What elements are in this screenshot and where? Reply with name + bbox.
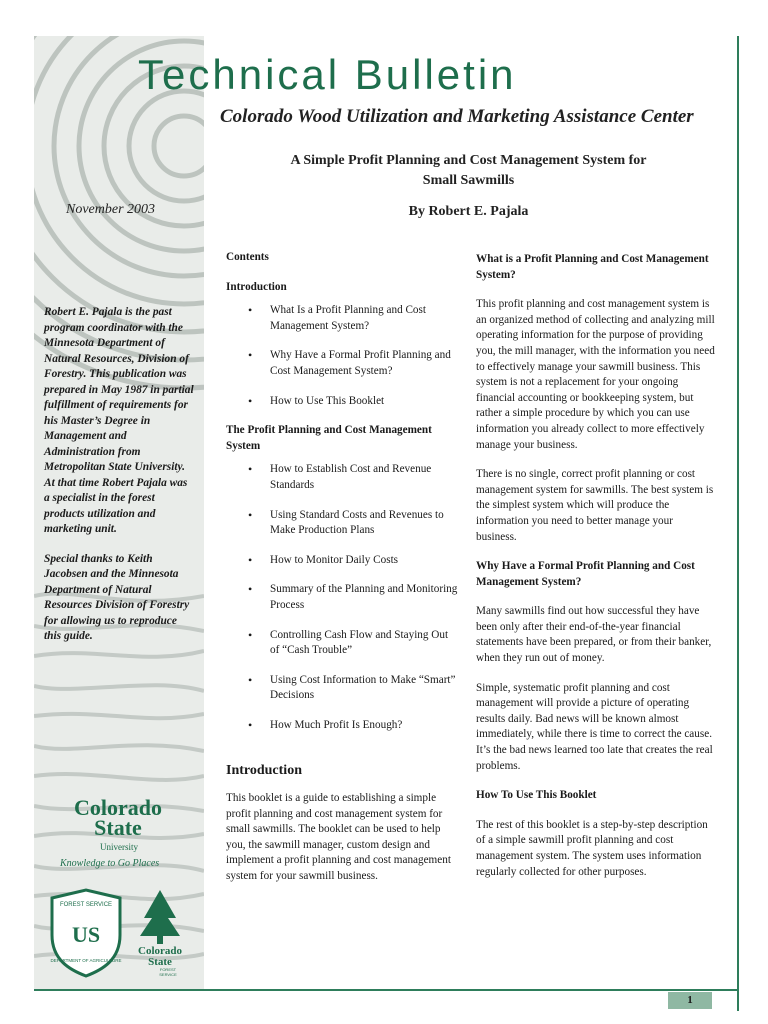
csfs-line1: Colorado (138, 945, 182, 957)
toc-section-system: The Profit Planning and Cost Management System (226, 424, 432, 452)
author-bio: Robert E. Pajala is the past program coordinator with the Minnesota Department of Natural Resources, Division of Forestry. This publication was prepared in May 1987 in partial fulfillment of requirements for his Master’s Degree in Management and Administration from Metropolitan State University. At that time Robert Pajala was a specialist in the forest products utilization and marketing unit. (44, 306, 194, 535)
paragraph: There is no single, correct profit planning or cost management system for sawmills. The best system is the simplest system which will produce the information you need to better manage your business. (476, 468, 714, 543)
paragraph: Simple, systematic profit planning and cost management will provide a picture of operating results daily. Bad news will be known almost immediately, while there is time to correct the cause. It’s the bad news learned too late that creates the real problems. (476, 681, 713, 772)
contents-column (226, 250, 460, 885)
page-number: 1 (668, 992, 712, 1009)
toc-item: • Controlling Cash Flow and Staying Out of “Cash Trouble” (248, 628, 460, 659)
document-title-line1: A Simple Profit Planning and Cost Management System for (290, 153, 647, 168)
introduction-text: This booklet is a guide to establishing a simple profit planning and cost management system for small sawmills. The booklet can be used to help you, the sawmill manager, custom design and implement a profit planning and cost management system for your sawmill business. (226, 792, 451, 883)
section-heading-why: Why Have a Formal Profit Planning and Cost Management System? (476, 560, 695, 588)
csfs-tree-icon (138, 890, 183, 977)
csfs-line3: FOREST (159, 967, 177, 972)
paragraph: The rest of this booklet is a step-by-step description of a simple sawmill profit planning and cost management system. The system uses information regularly collected for other purposes. (476, 818, 708, 878)
toc-item: • How to Monitor Daily Costs (248, 553, 460, 569)
toc-list-introduction (226, 303, 460, 409)
csu-logo-line1: Colorado (74, 795, 162, 820)
csfs-line4: SERVICE (159, 972, 177, 977)
csu-logo (58, 795, 178, 840)
usfs-bottom-text: DEPARTMENT OF AGRICULTURE (50, 958, 122, 963)
toc-item: • What Is a Profit Planning and Cost Management System? (248, 303, 460, 334)
csu-tagline: Knowledge to Go Places (60, 858, 160, 869)
author-note (44, 305, 194, 659)
section-heading-what: What is a Profit Planning and Cost Management System? (476, 253, 709, 281)
document-title (226, 151, 711, 191)
usfs-shield-icon (51, 890, 122, 976)
publication-date: November 2003 (66, 202, 156, 217)
toc-list-system (226, 462, 460, 733)
author-byline: By Robert E. Pajala (408, 204, 529, 219)
csu-logo-line2: State (94, 815, 142, 840)
bottom-horizontal-rule (34, 989, 739, 991)
toc-item: • Summary of the Planning and Monitoring Process (248, 582, 460, 613)
toc-item: • How to Use This Booklet (248, 394, 460, 410)
usfs-top-text: FOREST SERVICE (59, 902, 113, 908)
toc-item: • Using Cost Information to Make “Smart” Decisions (248, 673, 460, 704)
right-vertical-rule (737, 36, 739, 1011)
paragraph: Many sawmills find out how successful they have been only after their end-of-the-year financial statements have been prepared, or from their banker, when they run out of money. (476, 605, 712, 665)
toc-item: • How Much Profit Is Enough? (248, 718, 460, 734)
toc-item: • How to Establish Cost and Revenue Standards (248, 462, 460, 493)
paragraph: This profit planning and cost management system is an organized method of collecting and analyzing mill operating information for the purpose of providing you, the mill manager, with the information you need to effectively manage your sawmill business. This system is not a replacement for your ongoing financial accounting or bookkeeping system, but rather a simple procedure by which you can use information you already collect to more effectively manage your business. (476, 298, 715, 451)
bulletin-subtitle: Colorado Wood Utilization and Marketing Assistance Center (220, 106, 694, 127)
acknowledgement: Special thanks to Keith Jacobsen and the Minnesota Department of Natural Resources Division of Forestry for allowing us to reproduce this guide. (44, 552, 190, 642)
csu-logo-university: University (100, 842, 138, 852)
toc-item: • Using Standard Costs and Revenues to Make Production Plans (248, 508, 460, 539)
bulletin-title: Technical Bulletin (138, 51, 517, 98)
usfs-letters: US (71, 922, 101, 947)
csfs-line2: State (148, 956, 172, 968)
document-title-line2: Small Sawmills (422, 173, 515, 188)
logos-area (40, 790, 200, 980)
agency-logos (40, 880, 200, 980)
toc-section-introduction: Introduction (226, 280, 287, 293)
right-column (476, 252, 716, 880)
section-heading-how: How To Use This Booklet (476, 789, 597, 802)
introduction-heading: Introduction (226, 763, 302, 779)
toc-item: • Why Have a Formal Profit Planning and Cost Management System? (248, 348, 460, 379)
contents-heading: Contents (226, 251, 269, 263)
